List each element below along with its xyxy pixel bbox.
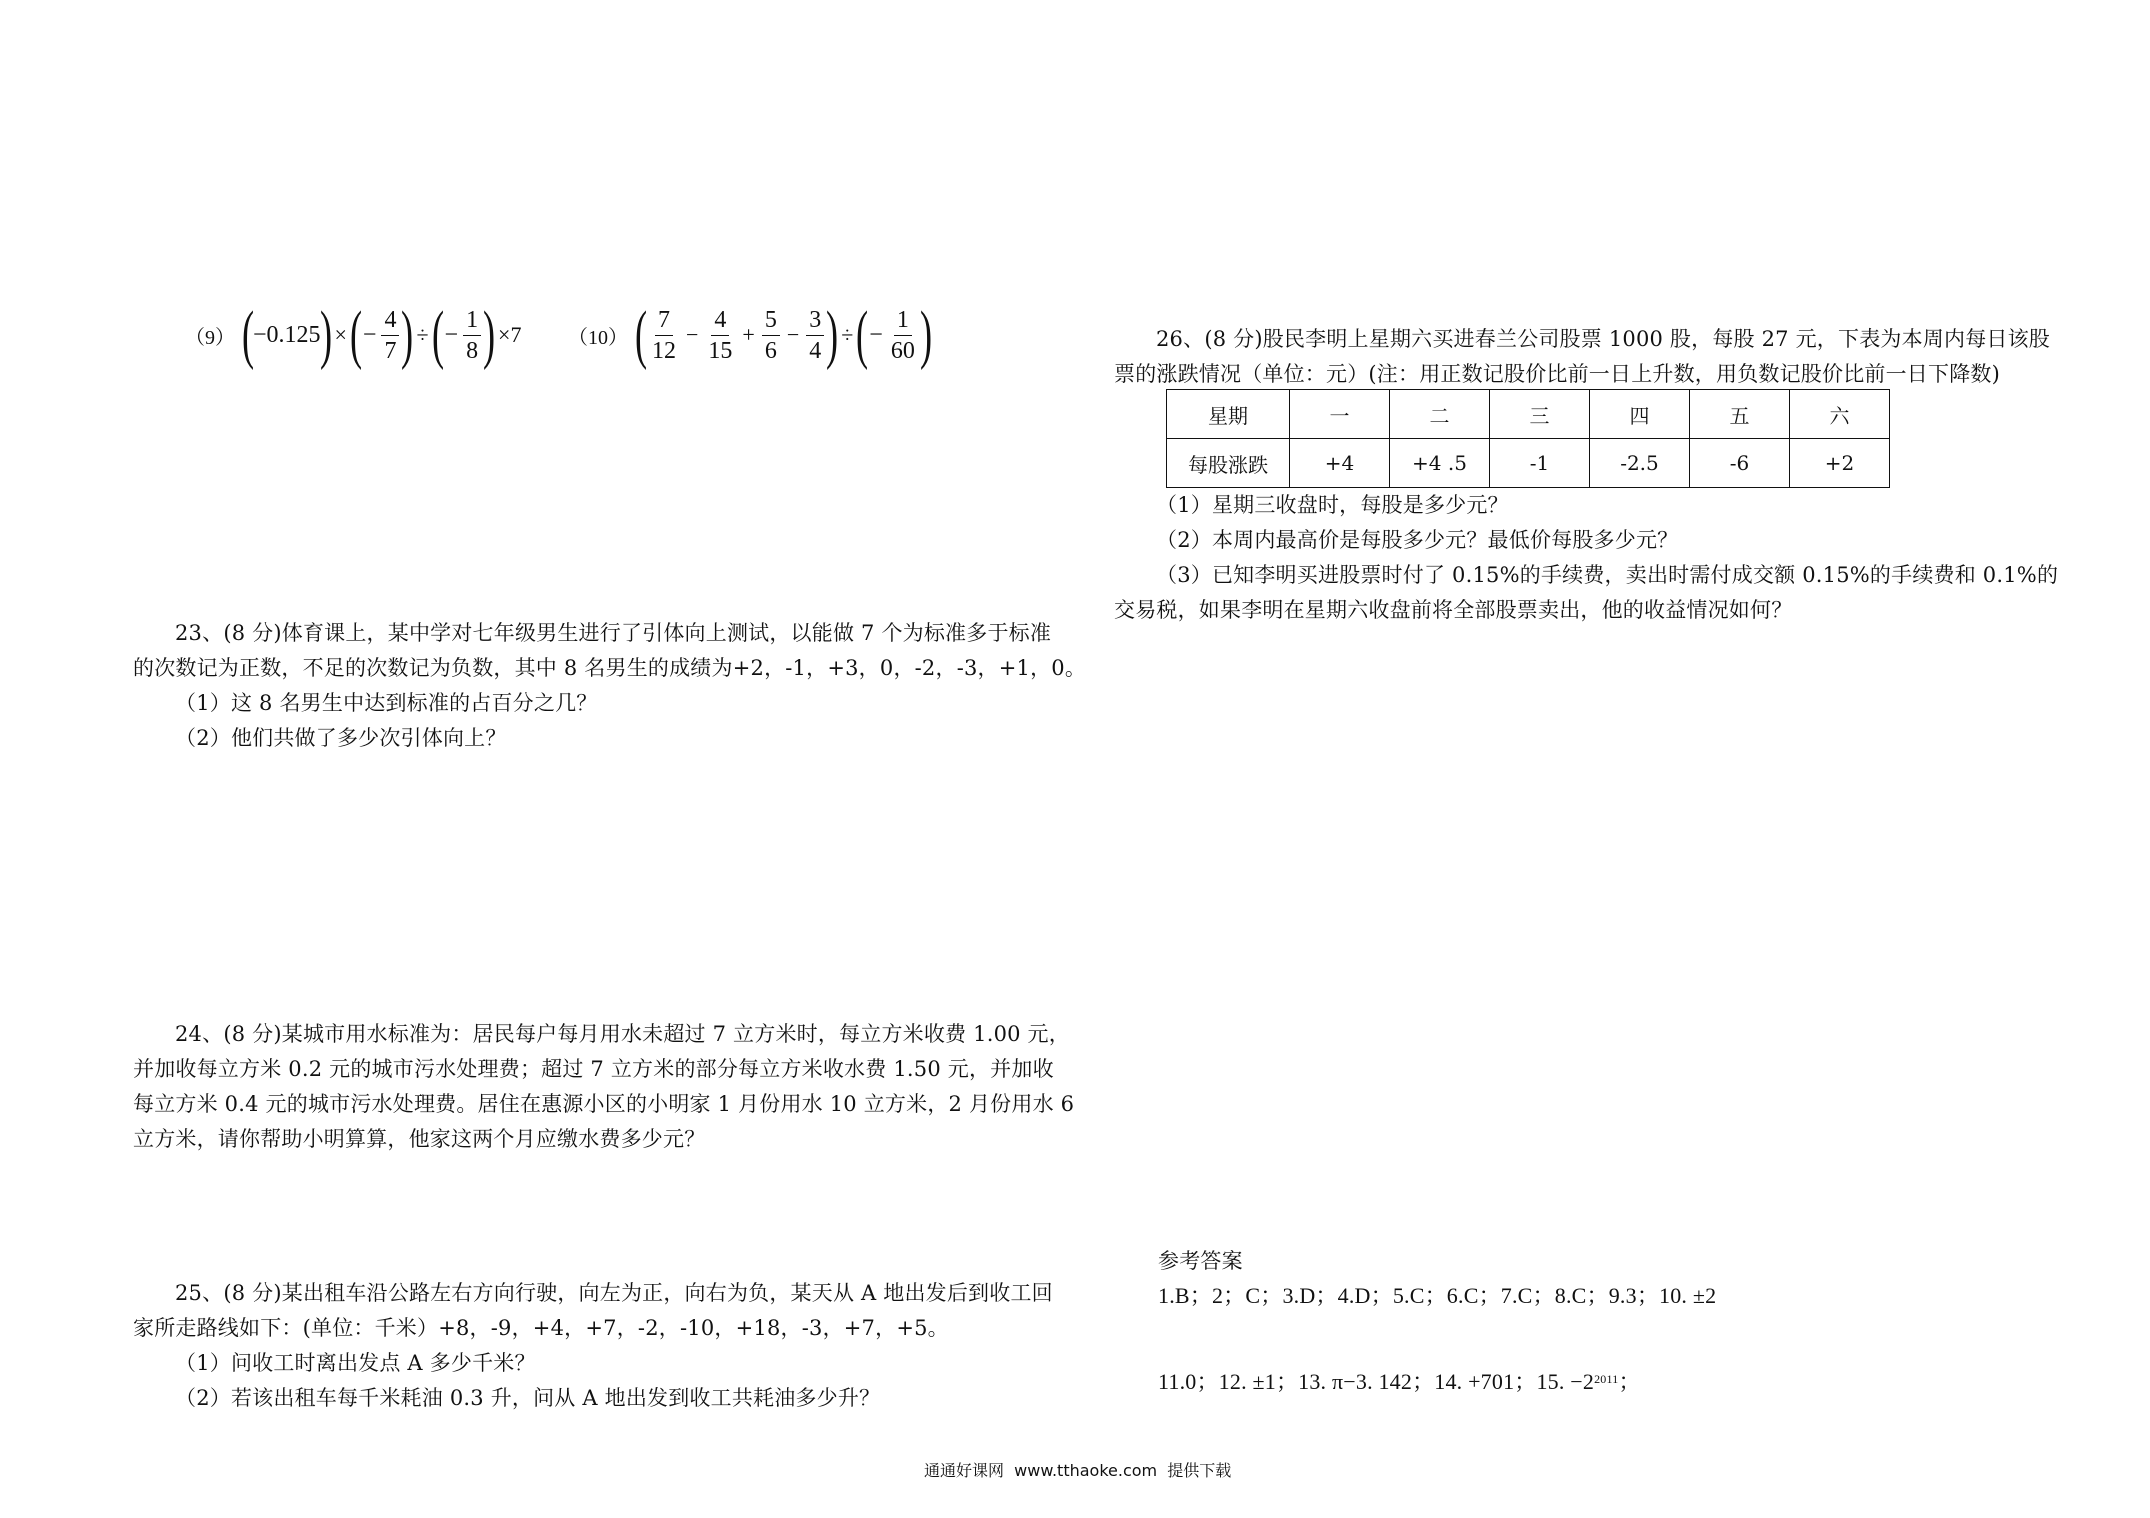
fraction — [806, 305, 824, 366]
expression-q10 — [568, 298, 932, 371]
fraction — [888, 305, 918, 366]
operator: − — [685, 322, 699, 347]
q24-line-3: 每立方米 0.4 元的城市污水处理费。居住在惠源小区的小明家 1 月份用水 10 立方米，2 月份用水 6 — [133, 1092, 1075, 1116]
numerator: 7 — [655, 305, 673, 336]
fraction — [705, 305, 735, 366]
minus-sign: − — [444, 321, 459, 348]
table-header-cell: 三 — [1490, 390, 1590, 439]
q25-sub-1: （1）问收工时离出发点 A 多少千米？ — [175, 1351, 536, 1375]
table-header-cell: 六 — [1790, 390, 1890, 439]
table-header-cell: 一 — [1290, 390, 1390, 439]
q25-sub-2: （2）若该出租车每千米耗油 0.3 升，问从 A 地出发到收工共耗油多少升？ — [175, 1386, 881, 1410]
numerator: 3 — [806, 305, 824, 336]
paren-left: ( — [349, 298, 362, 371]
operator: − — [786, 322, 800, 347]
q9-tail: ×7 — [498, 322, 522, 347]
table-cell: -2.5 — [1590, 439, 1690, 488]
q25-line-2: 家所走路线如下：(单位：千米）+8，-9，+4，+7，-2，-10，+18，-3，+7，+5。 — [133, 1316, 949, 1340]
numerator: 5 — [762, 305, 780, 336]
q23-line-1: 23、(8 分)体育课上，某中学对七年级男生进行了引体向上测试，以能做 7 个为标准多于标准 — [175, 621, 1052, 645]
q26-sub-2: （2）本周内最高价是每股多少元？最低价每股多少元？ — [1156, 528, 1679, 552]
question-26-subquestions — [1114, 491, 2058, 624]
footer-credit: 通通好课网 www.tthaoke.com 提供下载 — [924, 1461, 1232, 1480]
answers-line-2-text: 11.0；12. ±1；13. π−3. 142；14. +701；15. −2 — [1158, 1369, 1595, 1394]
q23-line-2: 的次数记为正数，不足的次数记为负数，其中 8 名男生的成绩为+2，-1，+3，0，-2，-3，+1，0。 — [133, 656, 1087, 680]
question-25 — [133, 1279, 1053, 1412]
answers-line-1: 1.B；2；C；3.D；4.D；5.C；6.C；7.C；8.C；9.3；10. ±2 — [1158, 1283, 1717, 1308]
table-row — [1167, 390, 1890, 439]
operator: ÷ — [841, 322, 854, 347]
table-row — [1167, 439, 1890, 488]
q23-sub-1: （1）这 8 名男生中达到标准的占百分之几？ — [175, 691, 598, 715]
q24-line-1: 24、(8 分)某城市用水标准为：居民每户每月用水未超过 7 立方米时，每立方米收费 1.00 元， — [175, 1022, 1070, 1046]
numerator: 4 — [711, 305, 729, 336]
paren-left: ( — [634, 298, 648, 371]
answers-line-2 — [1158, 1368, 1641, 1399]
fraction — [381, 305, 399, 366]
table-header-cell: 五 — [1690, 390, 1790, 439]
fraction — [463, 305, 481, 366]
paren-right: ) — [483, 298, 496, 371]
denominator: 12 — [651, 337, 676, 364]
q26-sub-3-cont: 交易税，如果李明在星期六收盘前将全部股票卖出，他的收益情况如何？ — [1114, 598, 1793, 622]
exponent: 2011 — [1594, 1372, 1619, 1386]
question-23 — [133, 619, 1086, 752]
question-24 — [133, 1020, 1074, 1153]
answers-title: 参考答案 — [1158, 1249, 1243, 1273]
table-cell: +4 — [1290, 439, 1390, 488]
q23-sub-2: （2）他们共做了多少次引体向上？ — [175, 726, 507, 750]
numerator: 1 — [463, 305, 481, 336]
denominator: 15 — [708, 337, 733, 364]
q9-div: ÷ — [416, 322, 429, 347]
paren-right: ) — [319, 298, 332, 371]
paren-left: ( — [431, 298, 444, 371]
denominator: 4 — [809, 337, 822, 364]
q10-label: （10） — [568, 326, 628, 349]
denominator: 7 — [384, 337, 397, 364]
denominator: 60 — [890, 337, 915, 364]
numerator: 1 — [894, 305, 912, 336]
numerator: 4 — [381, 305, 399, 336]
operator: + — [742, 322, 755, 347]
fraction — [762, 305, 780, 366]
q9-label: （9） — [185, 326, 235, 349]
table-header-cell: 四 — [1590, 390, 1690, 439]
table-cell: +2 — [1790, 439, 1890, 488]
stock-change-table — [1166, 389, 1890, 488]
fraction — [649, 305, 679, 366]
table-cell: 每股涨跌 — [1167, 439, 1290, 488]
expression-q9 — [185, 298, 525, 371]
paren-left: ( — [856, 298, 869, 371]
q24-line-2: 并加收每立方米 0.2 元的城市污水处理费；超过 7 立方米的部分每立方米收水费 1.50 元，并加收 — [133, 1057, 1054, 1081]
q9-a: −0.125 — [252, 321, 321, 348]
paren-left: ( — [241, 298, 255, 371]
answers-line-2-end: ； — [1618, 1369, 1641, 1394]
paren-right: ) — [919, 298, 932, 371]
table-cell: -1 — [1490, 439, 1590, 488]
table-cell: +4 .5 — [1390, 439, 1490, 488]
minus-sign: − — [869, 321, 883, 348]
q24-line-4: 立方米，请你帮助小明算算，他家这两个月应缴水费多少元？ — [133, 1127, 706, 1151]
q25-line-1: 25、(8 分)某出租车沿公路左右方向行驶，向左为正，向右为负，某天从 A 地出发后到收工回 — [175, 1281, 1053, 1305]
table-cell: -6 — [1690, 439, 1790, 488]
denominator: 8 — [466, 337, 479, 364]
q9-times: × — [334, 322, 347, 347]
question-26 — [1114, 325, 2050, 388]
paren-right: ) — [826, 298, 839, 371]
q26-line-1: 26、(8 分)股民李明上星期六买进春兰公司股票 1000 股，每股 27 元，下表为本周内每日该股 — [1156, 327, 2051, 351]
table-header-cell: 二 — [1390, 390, 1490, 439]
minus-sign: − — [362, 321, 377, 348]
q26-sub-3: （3）已知李明买进股票时付了 0.15%的手续费，卖出时需付成交额 0.15%的手续费和 0.1%的 — [1156, 563, 2059, 587]
denominator: 6 — [764, 337, 777, 364]
q26-sub-1: （1）星期三收盘时，每股是多少元？ — [1156, 493, 1509, 517]
paren-right: ) — [401, 298, 414, 371]
q26-line-2: 票的涨跌情况（单位：元）(注：用正数记股价比前一日上升数，用负数记股价比前一日下降数) — [1114, 362, 2000, 386]
table-header-cell: 星期 — [1167, 390, 1290, 439]
